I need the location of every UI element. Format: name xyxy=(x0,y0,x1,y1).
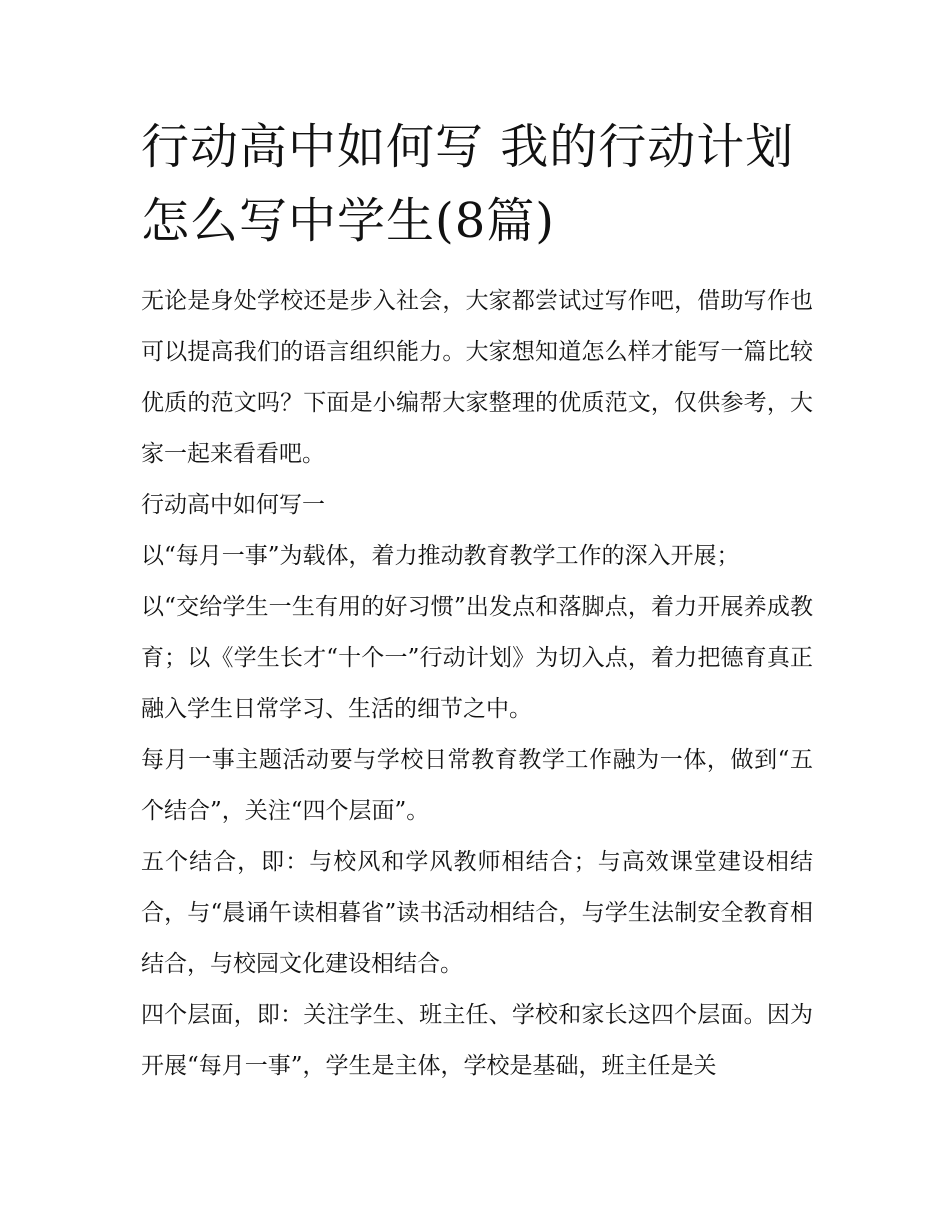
body-paragraph: 四个层面，即：关注学生、班主任、学校和家长这四个层面。因为开展“每月一事”，学生是主体，学校是基础，班主任是关 xyxy=(141,1002,813,1079)
section-heading: 行动高中如何写一 xyxy=(141,492,325,518)
intro-paragraph: 无论是身处学校还是步入社会，大家都尝试过写作吧，借助写作也可以提高我们的语言组织能力。大家想知道怎么样才能写一篇比较优质的范文吗？下面是小编帮大家整理的优质范文，仅供参考，大家一起来看看吧。 xyxy=(141,288,813,467)
document-title: 行动高中如何写 我的行动计划怎么写中学生(8篇) xyxy=(141,119,795,249)
body-paragraph: 五个结合，即：与校风和学风教师相结合；与高效课堂建设相结合，与“晨诵午读相暮省”读书活动相结合，与学生法制安全教育相结合，与校园文化建设相结合。 xyxy=(141,849,813,977)
body-paragraph: 每月一事主题活动要与学校日常教育教学工作融为一体，做到“五个结合”，关注“四个层面”。 xyxy=(141,747,813,824)
body-paragraph: 以“每月一事”为载体，着力推动教育教学工作的深入开展； xyxy=(141,543,740,569)
document-body xyxy=(141,276,813,1092)
body-paragraph: 以“交给学生一生有用的好习惯”出发点和落脚点，着力开展养成教育；以《学生长才“十个一”行动计划》为切入点，着力把德育真正融入学生日常学习、生活的细节之中。 xyxy=(141,594,813,722)
